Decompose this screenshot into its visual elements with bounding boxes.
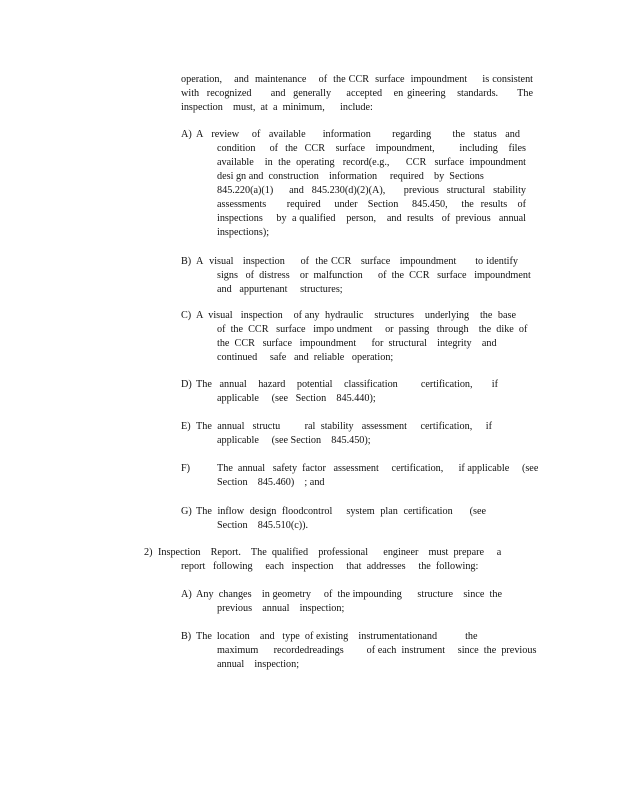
item-label: E) xyxy=(181,421,191,432)
list-item-continuation xyxy=(217,323,526,365)
list-item xyxy=(196,309,516,323)
subitem-label: A) xyxy=(181,589,192,600)
text-line: inspections); xyxy=(217,227,270,238)
text-line: signs of distress or malfunction of the CCR surface impoundment xyxy=(217,270,531,281)
list-item xyxy=(196,128,520,142)
item-label: C) xyxy=(181,310,192,321)
text-line: continued safe and reliable operation; xyxy=(217,352,394,363)
section-paragraph-continuation xyxy=(181,560,499,574)
item-label: F) xyxy=(181,463,191,474)
text-line: operation, and maintenance of the CCR surface impoundment is consistent xyxy=(181,74,533,85)
section-label: 2) xyxy=(144,547,153,558)
text-line: desi gn and construction information required by Sections xyxy=(217,171,484,182)
list-item xyxy=(217,462,539,490)
item-label: G) xyxy=(181,506,192,517)
text-line: inspections by a qualified person, and results of previous annual xyxy=(217,213,526,224)
list-item xyxy=(196,420,492,434)
item-label: B) xyxy=(181,256,192,267)
list-item xyxy=(196,630,478,644)
text-line: The annual structu ral stability assessment certification, if xyxy=(196,421,492,432)
text-line: inspection must, at a minimum, include: xyxy=(181,102,373,113)
text-line: Section 845.460) ; and xyxy=(217,477,325,488)
list-item xyxy=(196,255,518,269)
text-line: Any changes in geometry of the impounding structure since the xyxy=(196,589,502,600)
text-line: available in the operating record(e.g., CCR surface impoundment xyxy=(217,157,526,168)
text-line: report following each inspection that addresses the following: xyxy=(181,561,479,572)
text-line: assessments required under Section 845.450, the results of xyxy=(217,199,526,210)
list-item-continuation xyxy=(217,434,417,448)
text-line: A visual inspection of the CCR surface impoundment to identify xyxy=(196,256,518,267)
text-line: condition of the CCR surface impoundment, including files xyxy=(217,143,526,154)
text-line: The inflow design floodcontrol system plan certification (see xyxy=(196,506,486,517)
list-item-continuation xyxy=(217,602,417,616)
text-line: applicable (see Section 845.440); xyxy=(217,393,376,404)
text-line: Section 845.510(c)). xyxy=(217,520,309,531)
list-item-continuation xyxy=(217,142,526,240)
text-line: 845.220(a)(1) and 845.230(d)(2)(A), previous structural stability xyxy=(217,185,526,196)
text-line: with recognized and generally accepted en gineering standards. The xyxy=(181,88,533,99)
intro-paragraph xyxy=(181,73,533,115)
list-item-continuation xyxy=(217,519,417,533)
list-item xyxy=(196,505,486,519)
subitem-label: B) xyxy=(181,631,192,642)
text-line: maximum recordedreadings of each instrument since the previous xyxy=(217,645,537,656)
text-line: applicable (see Section 845.450); xyxy=(217,435,371,446)
item-label: D) xyxy=(181,379,192,390)
text-line: A review of available information regarding the status and xyxy=(196,129,520,140)
text-line: The annual safety factor assessment certification, if applicable (see xyxy=(217,463,539,474)
text-line: The annual hazard potential classification certification, if xyxy=(196,379,498,390)
text-line: of the CCR surface impo undment or passing through the dike of xyxy=(217,324,528,335)
item-label: A) xyxy=(181,129,192,140)
text-line: Inspection Report. The qualified professional engineer must prepare a xyxy=(158,547,502,558)
list-item-continuation xyxy=(217,269,531,297)
text-line: The location and type of existing instrumentationand the xyxy=(196,631,478,642)
text-line: annual inspection; xyxy=(217,659,300,670)
text-line: A visual inspection of any hydraulic structures underlying the base xyxy=(196,310,516,321)
text-line: the CCR surface impoundment for structural integrity and xyxy=(217,338,497,349)
section-heading-paragraph xyxy=(158,546,502,560)
list-item xyxy=(196,378,498,392)
text-line: and appurtenant structures; xyxy=(217,284,343,295)
text-line: previous annual inspection; xyxy=(217,603,345,614)
list-item xyxy=(196,588,502,602)
list-item-continuation xyxy=(217,644,537,672)
list-item-continuation xyxy=(217,392,417,406)
